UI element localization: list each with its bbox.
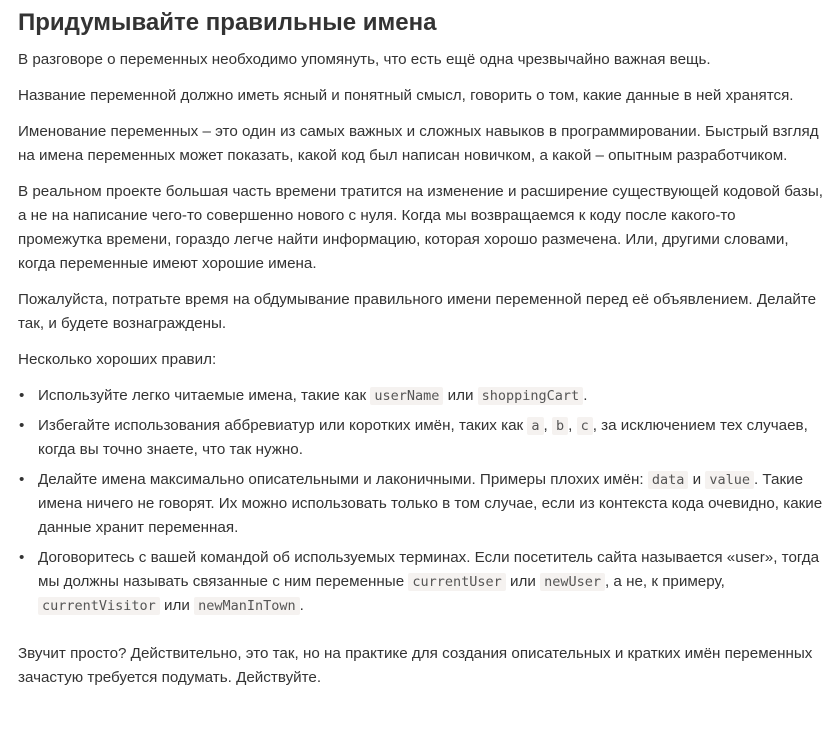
code-a: a (527, 417, 543, 435)
section-heading: Придумывайте правильные имена (18, 9, 437, 36)
code-b: b (552, 417, 568, 435)
code-value: value (705, 471, 754, 489)
rules-list (18, 384, 823, 618)
paragraph-advice: Пожалуйста, потратьте время на обдумывание правильного имени переменной перед её объявлением. Делайте так, и будете вознаграждены. (18, 291, 817, 332)
paragraph-meaning: Название переменной должно иметь ясный и понятный смысл, говорить о том, какие данные в ней хранятся. (18, 87, 794, 104)
list-item: • Используйте легко читаемые имена, такие как userName или shoppingCart . (18, 384, 823, 408)
list-item: • Договоритесь с вашей командой об используемых терминах. Если посетитель сайта называется «user», тогда мы должны называть связанные с ним переменные currentUser или newUser , а не, к примеру, currentVisitor или newManInTown . (18, 546, 823, 618)
code-newmanintown: newManInTown (194, 597, 300, 615)
rules-intro: Несколько хороших правил: (18, 351, 217, 368)
code-username: userName (370, 387, 443, 405)
list-item: • Делайте имена максимально описательными и лаконичными. Примеры плохих имён: data и value . Такие имена ничего не говорят. Их можно использовать только в том случае, если из контекста кода очевидно, какие данные хранит переменная. (18, 468, 823, 540)
list-item: • Избегайте использования аббревиатур или коротких имён, таких как a , b , c , за исключением тех случаев, когда вы точно знаете, что так нужно. (18, 414, 823, 462)
code-c: c (577, 417, 593, 435)
paragraph-closing: Звучит просто? Действительно, это так, но на практике для создания описательных и кратких имён переменных зачастую требуется подумать. Действуйте. (18, 645, 813, 686)
code-newuser: newUser (540, 573, 605, 591)
code-data: data (648, 471, 689, 489)
code-currentvisitor: currentVisitor (38, 597, 160, 615)
paragraph-skill: Именование переменных – это один из самых важных и сложных навыков в программировании. Быстрый взгляд на имена переменных может показать, какой код был написан новичком, а какой – опытным разработчиком. (18, 123, 819, 164)
code-shoppingcart: shoppingCart (478, 387, 584, 405)
paragraph-intro: В разговоре о переменных необходимо упомянуть, что есть ещё одна чрезвычайно важная вещь. (18, 51, 711, 68)
paragraph-real-project: В реальном проекте большая часть времени тратится на изменение и расширение существующей кодовой базы, а не на написание чего-то совершенно нового с нуля. Когда мы возвращаемся к коду после какого-то промежутка времени, гораздо легче найти информацию, которая хорошо размечена. Или, другими словами, когда переменные имеют хорошие имена. (18, 183, 823, 272)
code-currentuser: currentUser (408, 573, 505, 591)
